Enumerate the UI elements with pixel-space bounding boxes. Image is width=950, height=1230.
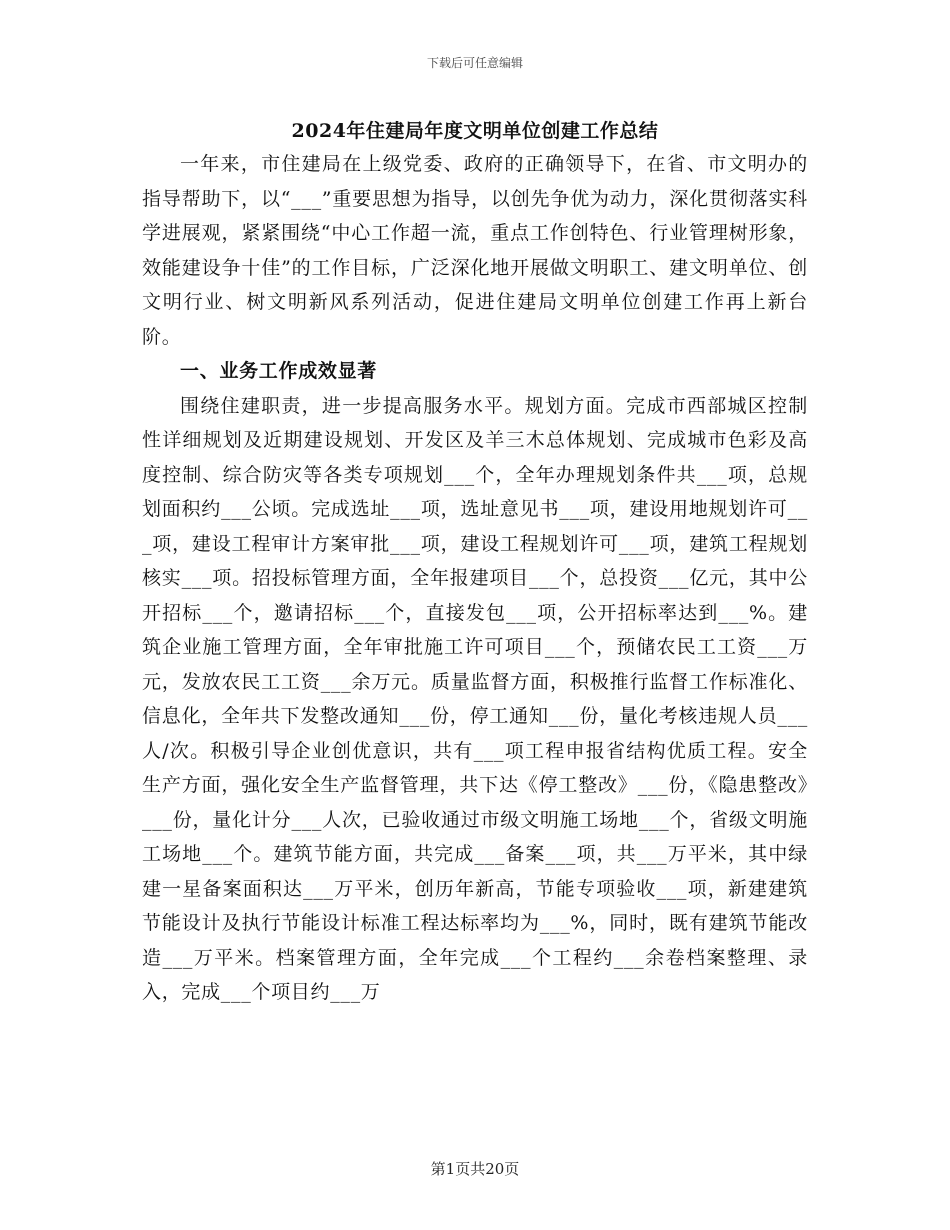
intro-paragraph: 一年来，市住建局在上级党委、政府的正确领导下，在省、市文明办的指导帮助下，以“___”重要思想为指导，以创先争优为动力，深化贯彻落实科学进展观，紧紧围绕“中心工作超一流，重点工作创特色、行业管理树形象，效能建设争十佳”的工作目标，广泛深化地开展做文明职工、建文明单位、创文明行业、树文明新风系列活动，促进住建局文明单位创建工作再上新台阶。 — [142, 153, 808, 348]
page-header-note: 下载后可任意编辑 — [426, 56, 523, 70]
section-paragraph: 围绕住建职责，进一步提高服务水平。规划方面。完成市西部城区控制性详细规划及近期建设规划、开发区及羊三木总体规划、完成城市色彩及高度控制、综合防灾等各类专项规划___个，全年办理规划条件共___项，总规划面积约___公顷。完成选址___项，选址意见书___项，建设用地规划许可___项，建设工程审计方案审批___项，建设工程规划许可___项，建筑工程规划核实___项。招投标管理方面，全年报建项目___个，总投资___亿元，其中公开招标___个，邀请招标___个，直接发包___项，公开招标率达到___%。建筑企业施工管理方面，全年审批施工许可项目___个，预储农民工工资___万元，发放农民工工资___余万元。质量监督方面，积极推行监督工作标准化、信息化，全年共下发整改通知___份，停工通知___份，量化考核违规人员___人/次。积极引导企业创优意识，共有___项工程申报省结构优质工程。安全生产方面，强化安全生产监督管理，共下达《停工整改》___份，《隐患整改》___份，量化计分___人次，已验收通过市级文明施工场地___个，省级文明施工场地___个。建筑节能方面，共完成___备案___项，共___万平米，其中绿建一星备案面积达___万平米，创历年新高，节能专项验收___项，新建建筑节能设计及执行节能设计标准工程达标率均为___%，同时，既有建筑节能改造___万平米。档案管理方面，全年完成___个工程约___余卷档案整理、录入，完成___个项目约___万 — [142, 394, 808, 1003]
document-body — [142, 147, 808, 1010]
document-title: 2024年住建局年度文明单位创建工作总结 — [291, 120, 659, 142]
section-heading: 一、业务工作成效显著 — [180, 360, 378, 382]
page-number: 第1页共20页 — [430, 1160, 520, 1178]
